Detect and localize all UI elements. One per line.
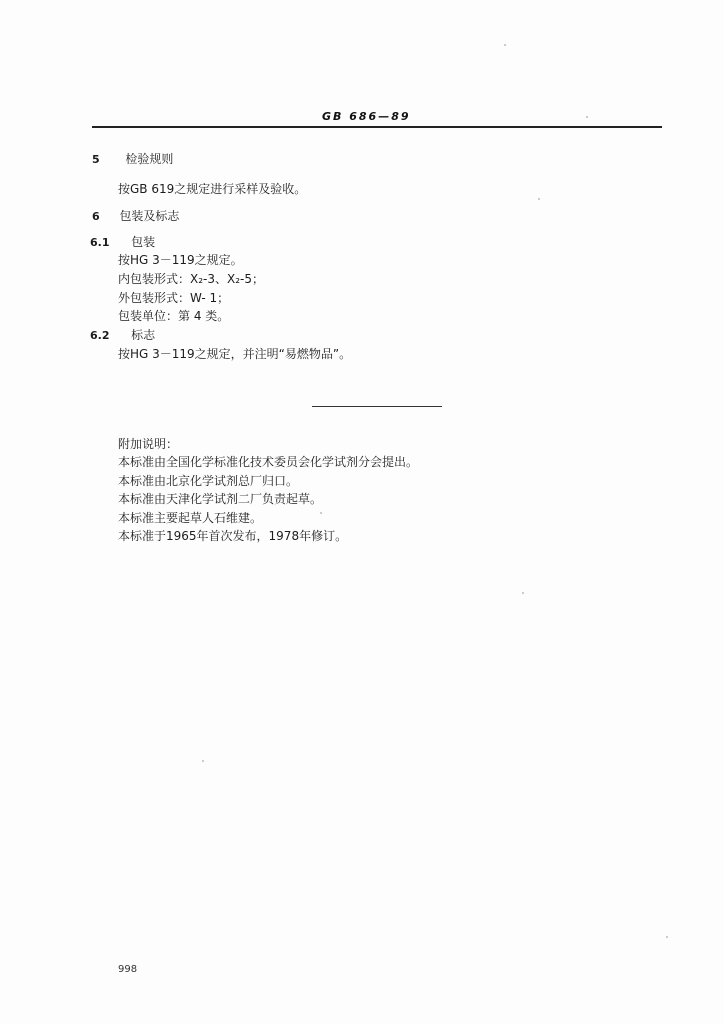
header-rule xyxy=(92,126,662,128)
scan-speck xyxy=(504,44,506,46)
section-6-number: 6 xyxy=(92,210,100,223)
section-5-number: 5 xyxy=(92,153,100,166)
section-divider xyxy=(312,406,442,407)
scan-speck xyxy=(320,512,322,514)
section-6-2-title: 标志 xyxy=(131,328,156,342)
appendix-line-5: 本标准于1965年首次发布，1978年修订。 xyxy=(118,529,348,543)
section-6-1-line-1: 按HG 3－119之规定。 xyxy=(118,253,243,267)
scan-speck xyxy=(586,116,588,118)
section-6-2-line-1: 按HG 3－119之规定，并注明“易燃物品”。 xyxy=(118,347,352,361)
appendix-line-2: 本标准由北京化学试剂总厂归口。 xyxy=(118,474,299,488)
section-6-1-title: 包装 xyxy=(131,235,156,249)
section-6-1-heading xyxy=(90,235,155,250)
page-number: 998 xyxy=(118,964,138,975)
section-5-heading xyxy=(92,152,173,167)
section-6-1-number: 6.1 xyxy=(90,236,110,249)
appendix-title: 附加说明： xyxy=(118,437,179,451)
section-6-heading xyxy=(92,209,179,224)
standard-code: GB 686—89 xyxy=(322,110,411,123)
section-5-title: 检验规则 xyxy=(125,152,174,166)
appendix-line-3: 本标准由天津化学试剂二厂负责起草。 xyxy=(118,492,323,506)
scan-speck xyxy=(522,592,524,594)
section-5-text: 按GB 619之规定进行采样及验收。 xyxy=(118,182,307,196)
scan-speck xyxy=(202,760,204,762)
appendix-line-4: 本标准主要起草人石维建。 xyxy=(118,511,263,525)
section-6-1-line-2: 内包装形式：X₂-3、X₂-5； xyxy=(118,272,264,286)
section-6-1-line-3: 外包装形式：W- 1； xyxy=(118,291,230,305)
appendix-line-1: 本标准由全国化学标准化技术委员会化学试剂分会提出。 xyxy=(118,455,419,469)
scan-speck xyxy=(538,198,540,200)
section-6-1-line-4: 包装单位：第 4 类。 xyxy=(118,309,230,323)
scan-speck xyxy=(666,936,668,938)
section-6-2-number: 6.2 xyxy=(90,329,110,342)
section-6-title: 包装及标志 xyxy=(119,209,180,223)
section-6-2-heading xyxy=(90,328,155,343)
